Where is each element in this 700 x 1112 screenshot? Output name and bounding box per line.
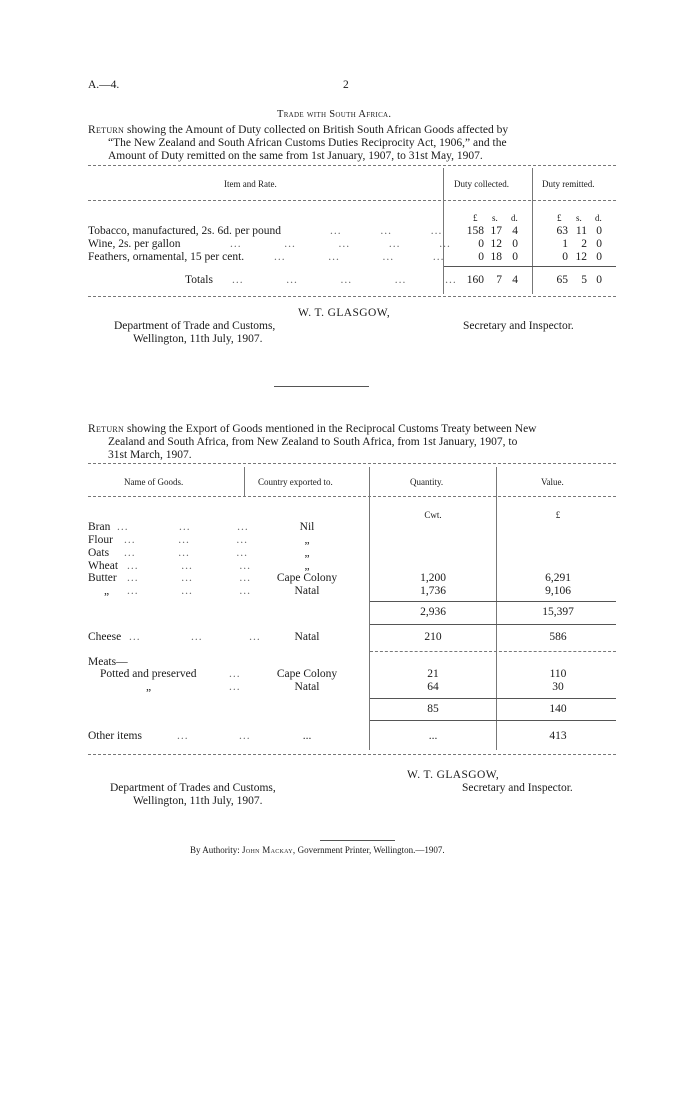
col-header-item: Item and Rate.	[224, 179, 277, 189]
document-reference: A.—4.	[88, 79, 120, 91]
department: Department of Trade and Customs,	[114, 320, 276, 332]
place-date: Wellington, 11th July, 1907.	[133, 333, 263, 345]
signer-title: Secretary and Inspector.	[462, 782, 573, 794]
col-header-remitted: Duty remitted.	[542, 179, 595, 189]
section-title: Trade with South Africa.	[277, 109, 392, 120]
return-description-line-2: “The New Zealand and South African Customs Duties Reciprocity Act, 1906,” and the	[108, 137, 507, 149]
group-heading: Meats—	[88, 656, 128, 668]
subtotal-rule	[370, 624, 616, 625]
unit-pounds: £	[555, 510, 561, 520]
unit-pence: d.	[511, 213, 518, 223]
table2-divider-2	[369, 467, 370, 750]
subtotal-rule	[370, 720, 616, 721]
return-description-line-1: Return showing the Amount of Duty collected on British South African Goods affected by	[88, 124, 509, 136]
signer-title: Secretary and Inspector.	[463, 320, 574, 332]
table2-bottom-rule	[88, 754, 616, 755]
subtotal-rule	[370, 698, 616, 699]
unit-pounds: £	[557, 213, 562, 223]
return-description-line-2: Zealand and South Africa, from New Zealand to South Africa, from 1st January, 1907, to	[108, 436, 518, 448]
table2-top-rule	[88, 463, 616, 464]
table1-totals-rule	[444, 266, 616, 267]
table1-bottom-rule	[88, 296, 616, 297]
row-rule	[370, 651, 616, 652]
col-header-value: Value.	[541, 477, 564, 487]
return-description-line-3: Amount of Duty remitted on the same from 1st January, 1907, to 31st May, 1907.	[108, 150, 483, 162]
place-date: Wellington, 11th July, 1907.	[133, 795, 263, 807]
footer-rule	[320, 840, 395, 841]
return-lead: Return	[88, 124, 125, 136]
page-number: 2	[343, 79, 349, 91]
unit-shillings: s.	[492, 213, 498, 223]
signer-name: W. T. GLASGOW,	[407, 769, 500, 781]
table1-header-rule	[88, 200, 616, 201]
return-lead: Return	[88, 423, 125, 435]
unit-pence: d.	[595, 213, 602, 223]
table1-top-rule	[88, 165, 616, 166]
unit-shillings: s.	[576, 213, 582, 223]
return-description-line-3: 31st March, 1907.	[108, 449, 192, 461]
col-header-collected: Duty collected.	[454, 179, 509, 189]
col-header-country: Country exported to.	[258, 477, 333, 487]
return-description-line-1: Return showing the Export of Goods mentioned in the Reciprocal Customs Treaty between New	[88, 423, 537, 435]
unit-pounds: £	[473, 213, 478, 223]
table2-header-rule	[88, 496, 616, 497]
printer-imprint: By Authority: John Mackay, Government Printer, Wellington.—1907.	[190, 845, 445, 855]
col-header-goods: Name of Goods.	[124, 477, 184, 487]
col-header-quantity: Quantity.	[410, 477, 444, 487]
subtotal-rule	[370, 601, 616, 602]
department: Department of Trades and Customs,	[110, 782, 276, 794]
signer-name: W. T. GLASGOW,	[298, 307, 391, 319]
table1-divider-2	[532, 168, 533, 294]
table2-divider-1	[244, 467, 245, 497]
section-separator	[274, 386, 369, 387]
table2-divider-3	[496, 467, 497, 750]
unit-cwt: Cwt.	[424, 510, 442, 520]
